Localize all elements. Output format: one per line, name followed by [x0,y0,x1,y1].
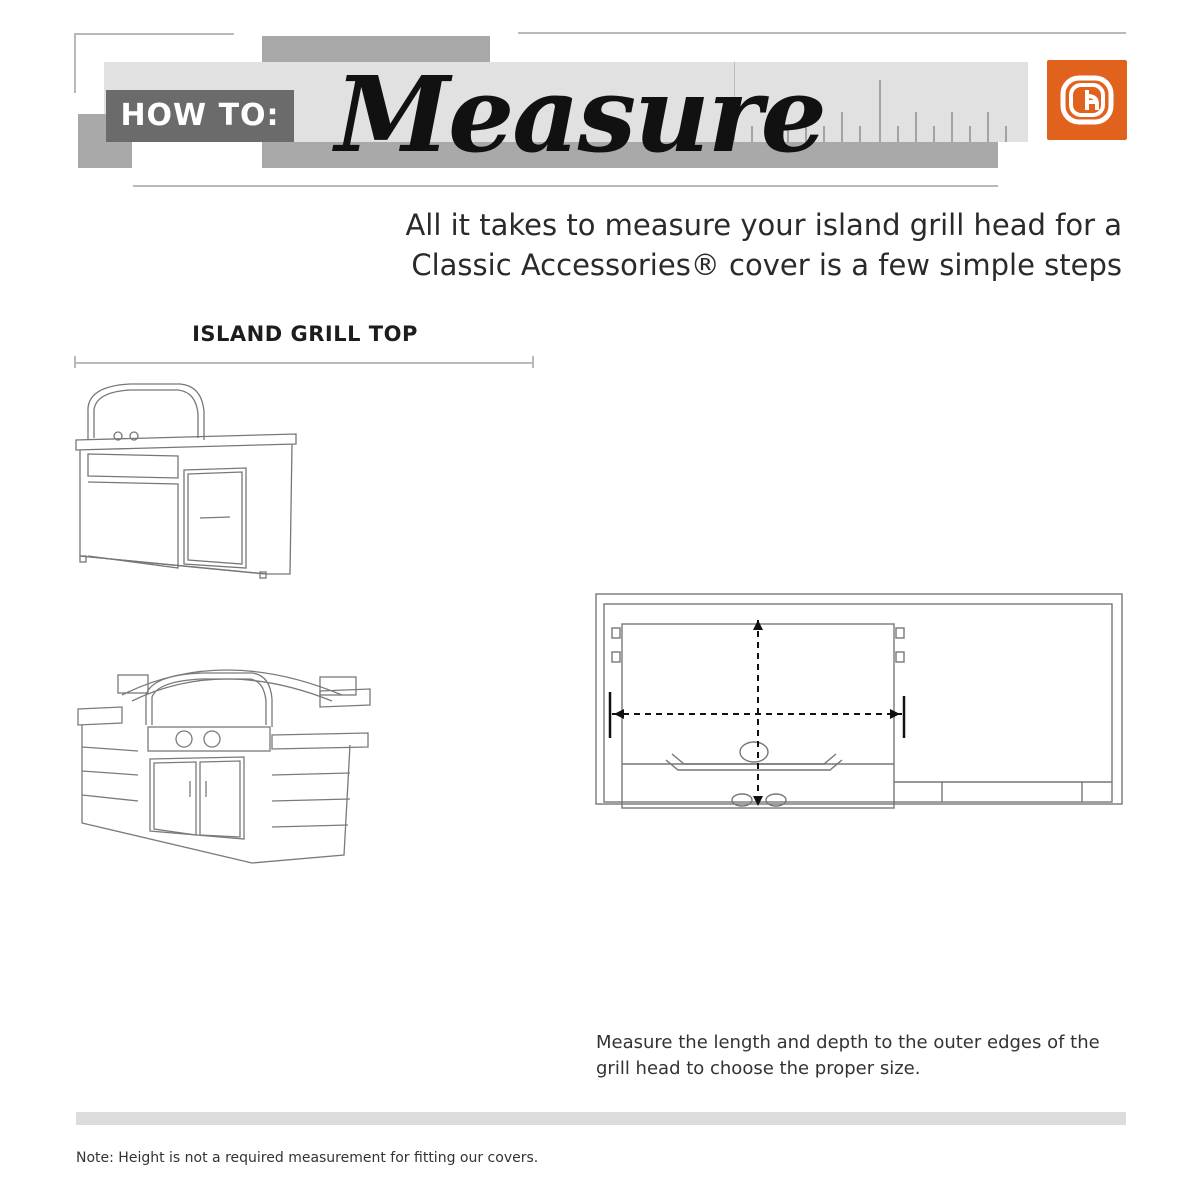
intro-line-2: Classic Accessories® cover is a few simple steps [411,248,1122,282]
section-rule-tick-left [74,356,76,368]
how-to-label: HOW TO: [106,90,294,142]
section-title: ISLAND GRILL TOP [192,322,418,346]
measurement-diagram [594,592,1126,812]
island-grill-illustration-2 [72,655,377,875]
section-rule [74,362,534,364]
footer-note: Note: Height is not a required measurement for fitting our covers. [76,1150,539,1166]
instruction-text: Measure the length and depth to the outer edges of the grill head to choose the proper size. [596,1032,1100,1079]
header-rule-bottom [133,185,998,187]
intro-line-1: All it takes to measure your island grill head for a [405,208,1122,242]
footer-divider [76,1112,1126,1125]
header-rule-top-left [74,33,234,35]
brand-logo [1047,60,1127,140]
page-title: Measure [335,53,825,176]
section-rule-tick-right [532,356,534,368]
header-rule-top-right [518,32,1126,34]
header-rule-top-left-tick [74,33,76,93]
classic-accessories-logo-icon [1047,60,1127,140]
island-grill-illustration-1 [70,378,310,588]
intro-text [362,205,1122,285]
